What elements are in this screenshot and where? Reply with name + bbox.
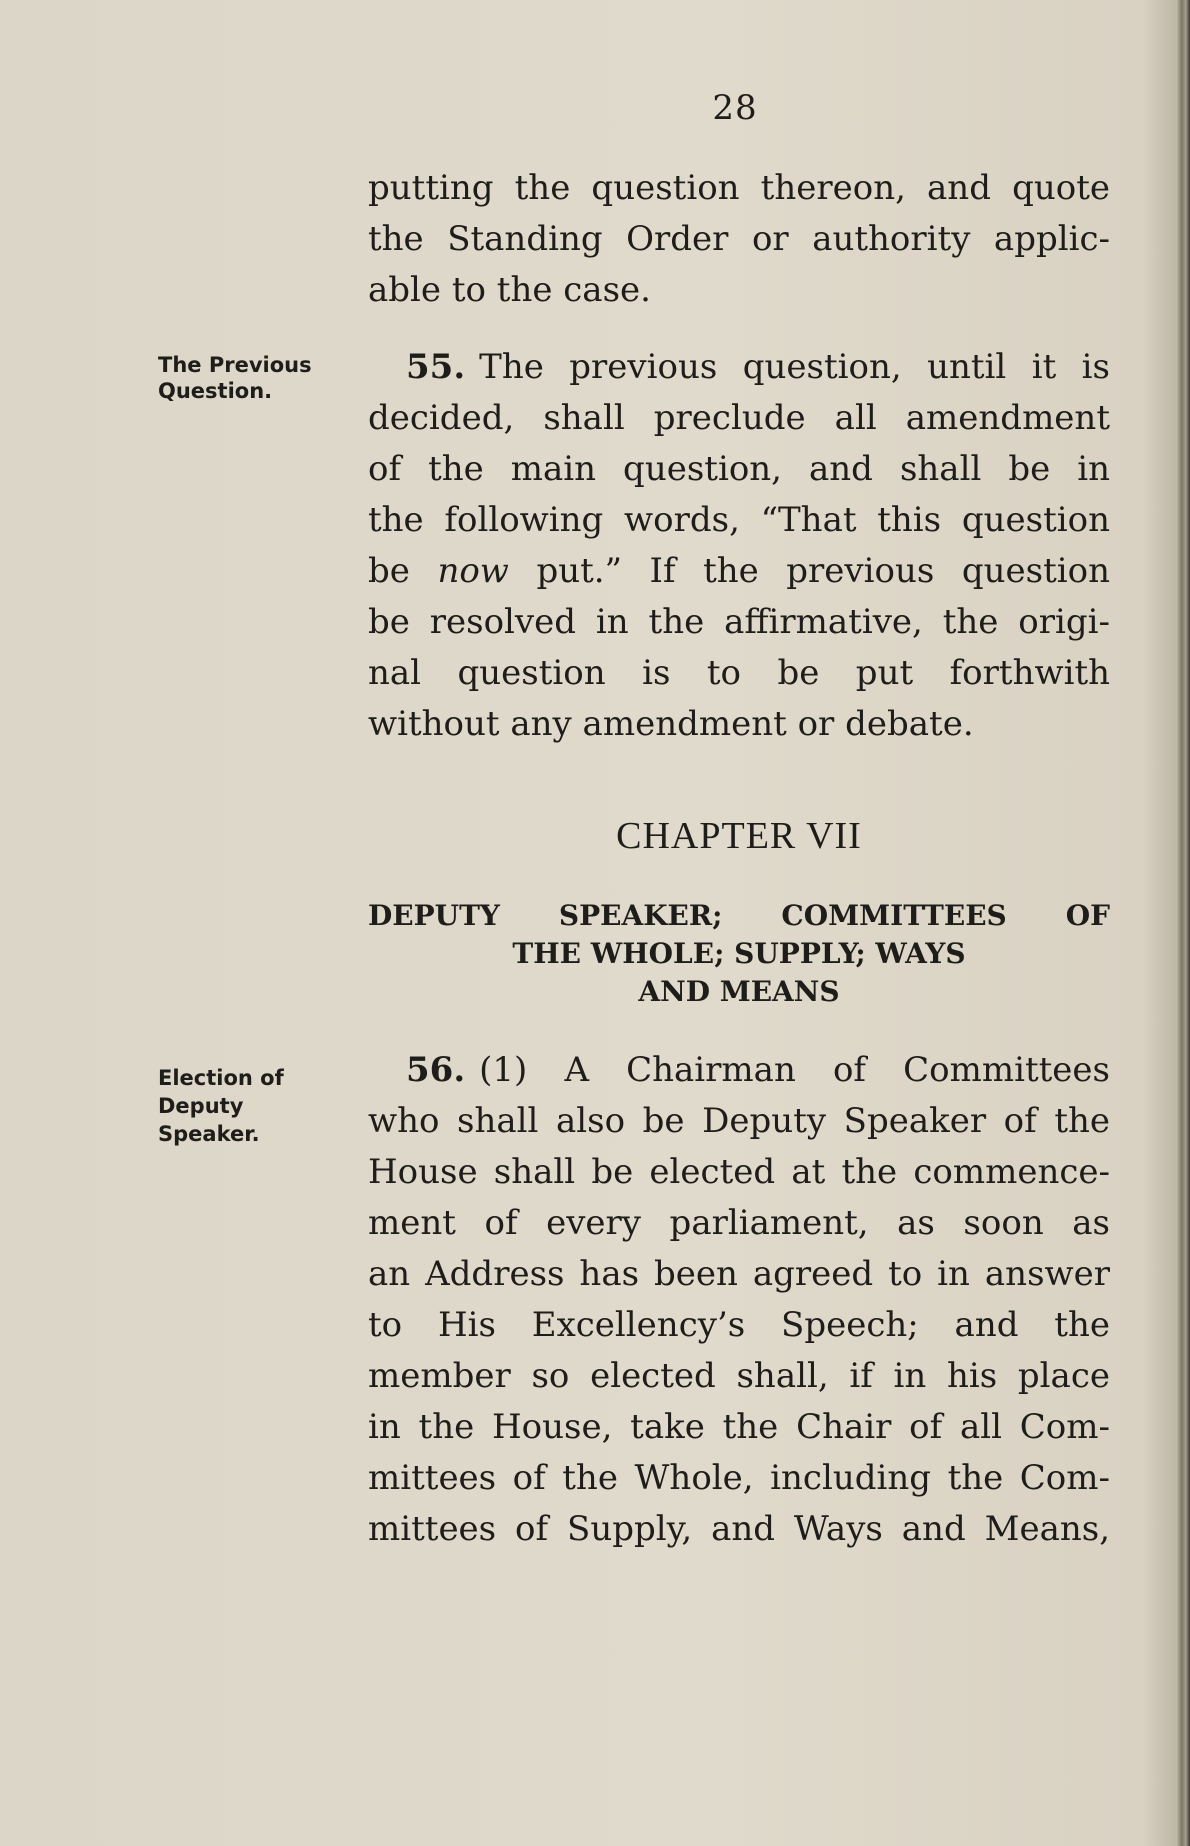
page-number: 28	[712, 88, 758, 128]
text-line: mittees of the Whole, including the Com-	[368, 1458, 1110, 1498]
text-span: The previous question, until it is	[479, 347, 1110, 387]
section-55	[368, 342, 1110, 750]
text-line: House shall be elected at the commence-	[368, 1152, 1110, 1192]
text-line: decided, shall preclude all amendment	[368, 398, 1110, 438]
text-line: member so elected shall, if in his place	[368, 1356, 1110, 1396]
text-line: an Address has been agreed to in answer	[368, 1254, 1110, 1294]
text-line: in the House, take the Chair of all Com-	[368, 1407, 1110, 1447]
sidenote-election-deputy-speaker	[158, 1064, 284, 1148]
section-56	[368, 1045, 1110, 1555]
sidenote-line: Speaker.	[158, 1122, 260, 1146]
text-line: able to the case.	[368, 270, 651, 310]
continuation-paragraph	[368, 163, 1110, 316]
text-line: the Standing Order or authority applic-	[368, 219, 1110, 259]
italic-text: now	[437, 551, 509, 591]
text-line: ment of every parliament, as soon as	[368, 1203, 1110, 1243]
text-line: to His Excellency’s Speech; and the	[368, 1305, 1110, 1345]
sidenote-line: Deputy	[158, 1094, 244, 1118]
text-line: mittees of Supply, and Ways and Means,	[368, 1509, 1110, 1549]
text-line: without any amendment or debate.	[368, 704, 974, 744]
text-line: putting the question thereon, and quote	[368, 168, 1110, 208]
text-span: (1) A Chairman of Committees	[479, 1050, 1110, 1090]
text-span: put.” If the previous question	[508, 551, 1111, 591]
chapter-title: CHAPTER VII	[616, 815, 862, 857]
text-line: of the main question, and shall be in	[368, 449, 1110, 489]
text-line	[368, 546, 1110, 597]
text-line: the following words, “That this question	[368, 500, 1110, 540]
sidenote-previous-question	[158, 352, 312, 404]
text-line: nal question is to be put forthwith	[368, 653, 1110, 693]
text-line	[368, 342, 1110, 393]
section-number: 56.	[406, 1050, 466, 1090]
page-edge	[1176, 0, 1190, 1846]
text-line: who shall also be Deputy Speaker of the	[368, 1101, 1110, 1141]
subtitle-line: THE WHOLE; SUPPLY; WAYS	[512, 937, 966, 970]
subtitle-line: AND MEANS	[638, 975, 840, 1008]
sidenote-line: Question.	[158, 379, 273, 403]
sidenote-line: Election of	[158, 1066, 284, 1090]
section-number: 55.	[406, 347, 466, 387]
text-span: be	[368, 551, 438, 591]
chapter-subtitle	[368, 897, 1110, 1011]
subtitle-line: DEPUTY SPEAKER; COMMITTEES OF	[368, 899, 1110, 932]
text-line	[368, 1045, 1110, 1096]
text-line: be resolved in the affirmative, the origi-	[368, 602, 1110, 642]
sidenote-line: The Previous	[158, 353, 312, 377]
